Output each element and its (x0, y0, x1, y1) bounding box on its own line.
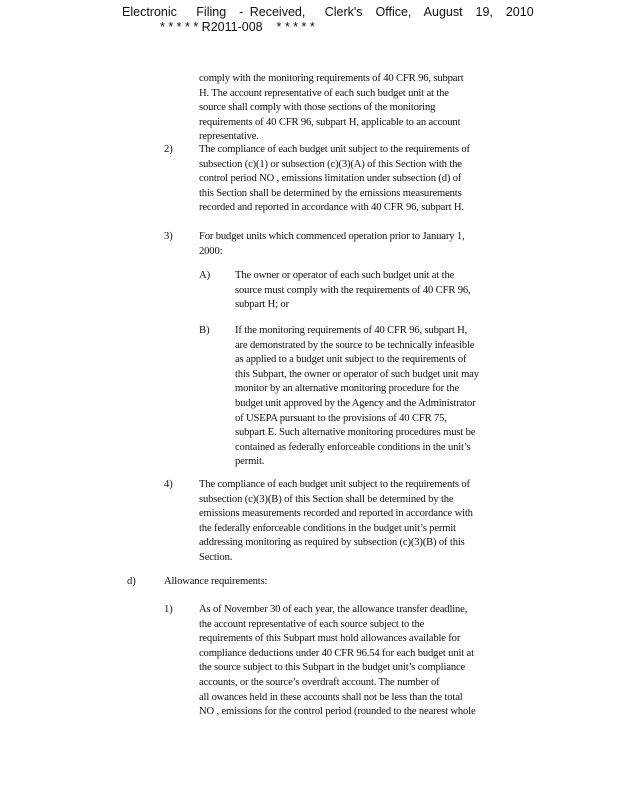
item-label: A) (199, 270, 211, 281)
text-line: addressing monitoring as required by subsection (c)(3)(B) of this (199, 537, 465, 549)
text-line: are demonstrated by the source to be technically infeasible (235, 339, 475, 351)
text-line: requirements of 40 CFR 96, subpart H, applicable to an account (199, 116, 461, 128)
section-heading (164, 575, 267, 590)
paragraph-d1 (199, 603, 476, 720)
text-line: The owner or operator of each such budget unit at the (235, 270, 455, 281)
text-line: subpart E. Such alternative monitoring procedures must be (235, 427, 476, 439)
text-line: recorded and reported in accordance with 40 CFR 96, subpart H. (199, 202, 464, 214)
paragraph-2 (199, 143, 470, 216)
text-line: this Subpart, the owner or operator of such budget unit may (235, 368, 479, 380)
text-line: accounts, or the source’s overdraft account. The number of (199, 676, 440, 688)
text-line: requirements of this Subpart must hold allowances available for (199, 633, 461, 645)
item-label: 2) (164, 144, 173, 155)
item-label: 4) (164, 479, 173, 490)
filing-header: Electronic Filing - Received, Clerk's Office, August 19, 2010 (122, 5, 534, 19)
text-line: source must comply with the requirements of 40 CFR 96, (235, 284, 471, 296)
text-line: of USEPA pursuant to the provisions of 40 CFR 75, (235, 412, 447, 424)
text-line: budget unit approved by the Agency and the Administrator (235, 397, 476, 409)
text-line: Allowance requirements: (164, 576, 268, 587)
text-line: the federally enforceable conditions in the budget unit’s permit (199, 522, 456, 534)
text-line: representative. (199, 131, 259, 143)
docket-number: * * * * * R2011-008 * * * * * (160, 20, 315, 34)
text-line: subsection (c)(1) or subsection (c)(3)(A) of this Section with the (199, 158, 462, 170)
text-line: Section. (199, 551, 233, 563)
text-line: control period NO , emissions limitation under subsection (d) of (199, 173, 462, 185)
text-line: this Section shall be determined by the emissions measurements (199, 187, 462, 199)
item-label: 3) (164, 231, 173, 242)
text-line: The compliance of each budget unit subject to the requirements of (199, 144, 470, 155)
item-label: 1) (164, 604, 173, 615)
item-label: B) (199, 325, 210, 336)
text-line: 2000: (199, 245, 223, 257)
paragraph-3b (235, 324, 479, 470)
text-line: For budget units which commenced operation prior to January 1, (199, 231, 465, 242)
paragraph-4 (199, 478, 473, 566)
text-line: comply with the monitoring requirements of 40 CFR 96, subpart (199, 73, 464, 84)
paragraph-3a (235, 269, 471, 313)
text-line: If the monitoring requirements of 40 CFR 96, subpart H, (235, 325, 468, 336)
text-line: The compliance of each budget unit subject to the requirements of (199, 479, 470, 490)
text-line: subsection (c)(3)(B) of this Section shall be determined by the (199, 493, 454, 505)
text-line: H. The account representative of each such budget unit at the (199, 87, 449, 99)
text-line: monitor by an alternative monitoring procedure for the (235, 383, 460, 395)
text-line: NO , emissions for the control period (rounded to the nearest whole (199, 706, 476, 718)
text-line: the account representative of each source subject to the (199, 618, 425, 630)
text-line: permit. (235, 456, 265, 468)
paragraph-3 (199, 230, 465, 259)
text-line: As of November 30 of each year, the allowance transfer deadline, (199, 604, 468, 615)
text-line: subpart H; or (235, 299, 289, 311)
text-line: as applied to a budget unit subject to the requirements of (235, 354, 467, 366)
text-line: contained as federally enforceable conditions in the unit’s (235, 441, 471, 453)
text-line: emissions measurements recorded and reported in accordance with (199, 508, 473, 520)
paragraph-continued (199, 72, 464, 145)
section-label: d) (127, 576, 136, 587)
text-line: all owances held in these accounts shall not be less than the total (199, 691, 463, 703)
text-line: source shall comply with those sections of the monitoring (199, 102, 436, 114)
text-line: the source subject to this Subpart in the budget unit’s compliance (199, 662, 466, 674)
text-line: compliance deductions under 40 CFR 96.54 for each budget unit at (199, 647, 474, 659)
